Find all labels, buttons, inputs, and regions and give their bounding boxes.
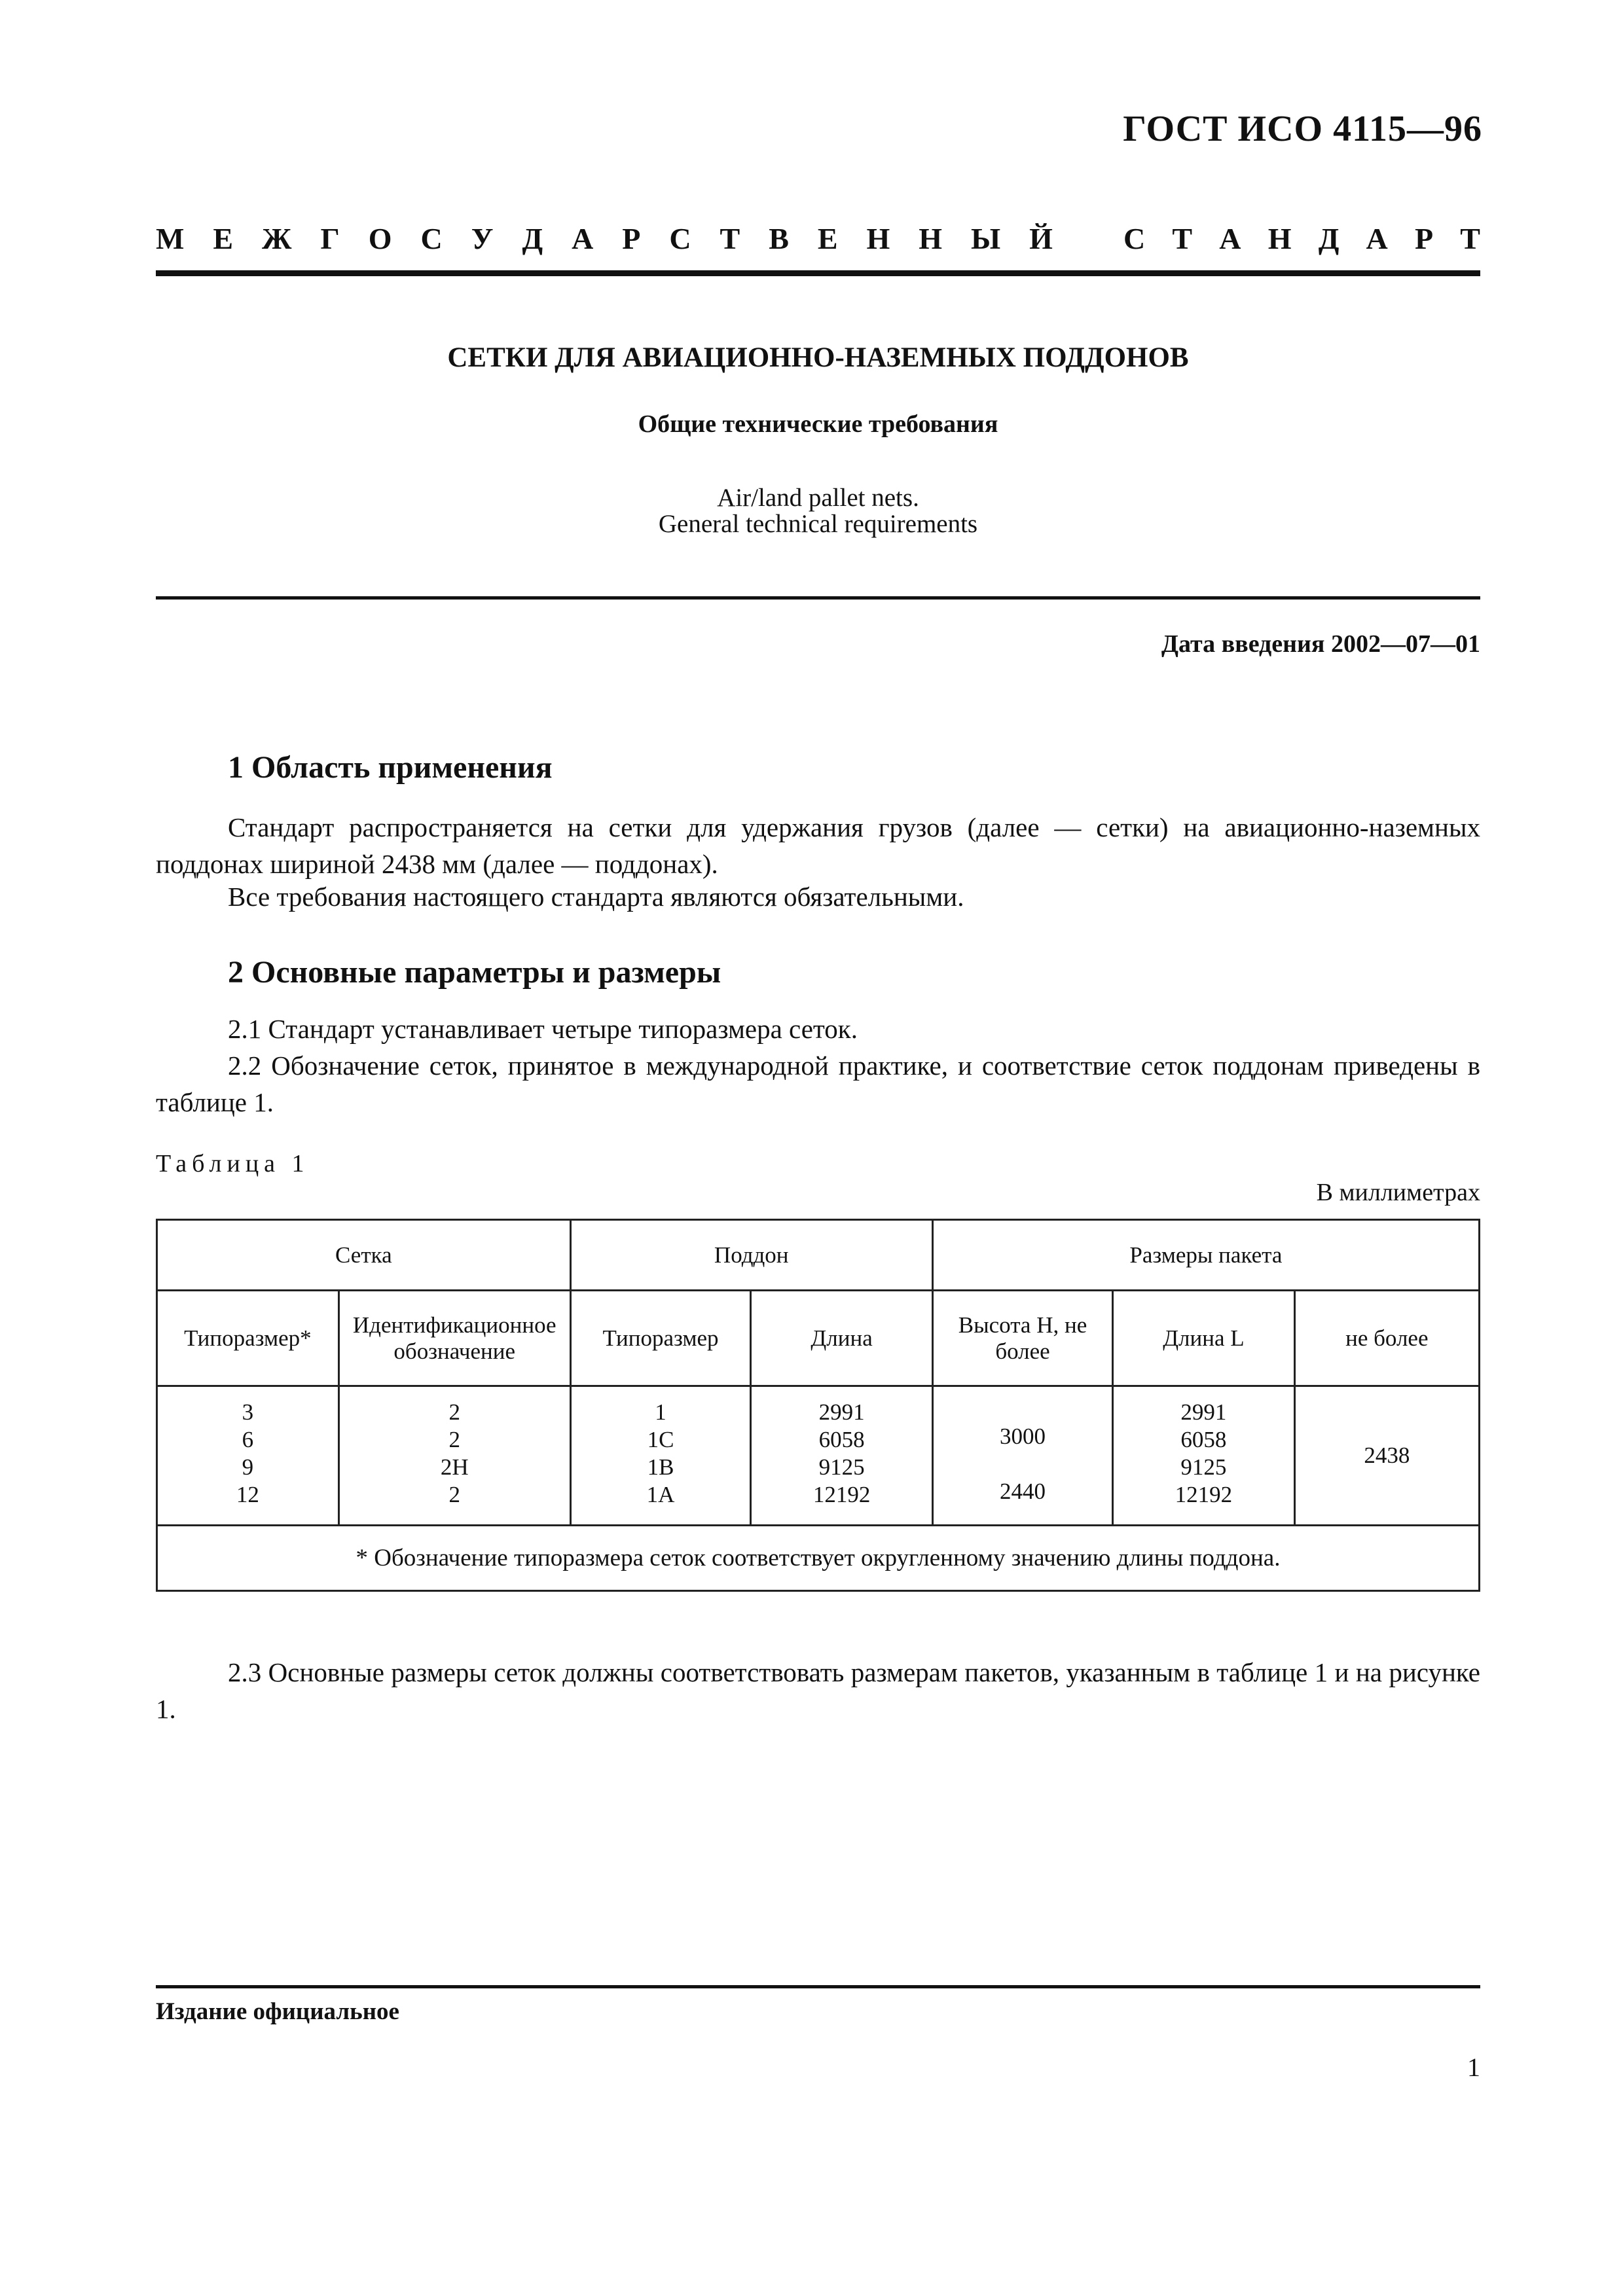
column-header: не более (1294, 1291, 1479, 1386)
section-1-paragraph-1: Стандарт распространяется на сетки для удержания грузов (далее — сетки) на авиационно-наземных поддонах шириной 2438 мм (далее — поддонах). (156, 812, 1480, 879)
section-2-paragraph-2: 2.2 Обозначение сеток, принятое в международной практике, и соответствие сеток поддонам приведены в таблице 1. (156, 1050, 1480, 1117)
banner-letter: Р (622, 222, 641, 255)
banner-letter: Р (1414, 222, 1434, 255)
footer-rule (156, 1985, 1480, 1988)
title-rule (156, 596, 1480, 600)
banner-letter: Е (817, 222, 838, 255)
section-2-paragraph-1: 2.1 Стандарт устанавливает четыре типоразмера сеток. (228, 1014, 858, 1044)
introduction-date: Дата введения 2002—07—01 (1161, 630, 1480, 658)
document-number: ГОСТ ИСО 4115—96 (1123, 109, 1482, 149)
banner-letter: У (471, 222, 494, 255)
banner-letter: С (669, 222, 691, 255)
banner-letter: Е (213, 222, 234, 255)
english-title-line-1: Air/land pallet nets. (717, 484, 919, 512)
section-1-paragraph-2: Все требования настоящего стандарта являются обязательными. (228, 882, 964, 912)
banner-letter: А (572, 222, 594, 255)
table-footnote: * Обозначение типоразмера сеток соответствует округленному значению длины поддона. (157, 1526, 1480, 1591)
table-caption: Таблица 1 (156, 1150, 310, 1177)
banner-letter: О (368, 222, 392, 255)
banner-letter: С (1123, 222, 1146, 255)
table-units: В миллиметрах (1316, 1179, 1480, 1206)
header-rule (156, 270, 1480, 276)
document-subtitle: Общие технические требования (638, 410, 998, 438)
net-id-cell: 2 2 2H 2 (338, 1386, 570, 1526)
banner-letter: В (769, 222, 789, 255)
interstate-word (156, 221, 1053, 256)
banner-letter: Ж (262, 222, 292, 255)
column-header: Типоразмер* (157, 1291, 339, 1386)
pallet-length-cell: 2991 6058 9125 12192 (751, 1386, 932, 1526)
banner-letter: Ы (971, 222, 1001, 255)
group-header-pallet: Поддон (570, 1220, 932, 1291)
banner-letter: Т (720, 222, 740, 255)
page-number: 1 (1467, 2053, 1480, 2082)
column-header: Длина L (1113, 1291, 1294, 1386)
net-size-cell: 3 6 9 12 (157, 1386, 339, 1526)
banner-letter: С (420, 222, 443, 255)
banner-letter: Н (1267, 222, 1292, 255)
banner-letter: А (1366, 222, 1388, 255)
pallet-size-cell: 1 1C 1B 1A (570, 1386, 751, 1526)
section-2-heading: 2 Основные параметры и размеры (228, 955, 721, 990)
interstate-standard-banner (156, 221, 1480, 256)
column-header: Типоразмер (570, 1291, 751, 1386)
banner-letter: Д (1318, 222, 1340, 255)
edition-label: Издание официальное (156, 1998, 399, 2025)
english-title-line-2: General technical requirements (658, 510, 978, 538)
banner-letter: М (156, 222, 185, 255)
table-1 (156, 1219, 1480, 1592)
height-cell: 3000 2440 (932, 1386, 1112, 1526)
document-title: СЕТКИ ДЛЯ АВИАЦИОННО-НАЗЕМНЫХ ПОДДОНОВ (447, 342, 1189, 373)
banner-letter: Д (522, 222, 543, 255)
standard-word (1123, 221, 1480, 256)
banner-letter: Г (320, 222, 340, 255)
max-value-cell: 2438 (1294, 1386, 1479, 1526)
banner-letter: Й (1029, 222, 1053, 255)
group-header-net: Сетка (157, 1220, 571, 1291)
banner-letter: Т (1460, 222, 1480, 255)
column-header: Высота H, не более (932, 1291, 1112, 1386)
group-header-package: Размеры пакета (932, 1220, 1479, 1291)
section-1-heading: 1 Область применения (228, 750, 553, 785)
package-length-cell: 2991 6058 9125 12192 (1113, 1386, 1294, 1526)
banner-letter: Н (866, 222, 890, 255)
section-2-paragraph-3: 2.3 Основные размеры сеток должны соответствовать размерам пакетов, указанным в таблице 1 и на рисунке 1. (156, 1657, 1480, 1724)
column-header: Длина (751, 1291, 932, 1386)
column-header: Идентификационное обозначение (338, 1291, 570, 1386)
banner-letter: Т (1172, 222, 1193, 255)
banner-letter: Н (919, 222, 943, 255)
banner-letter: А (1219, 222, 1241, 255)
